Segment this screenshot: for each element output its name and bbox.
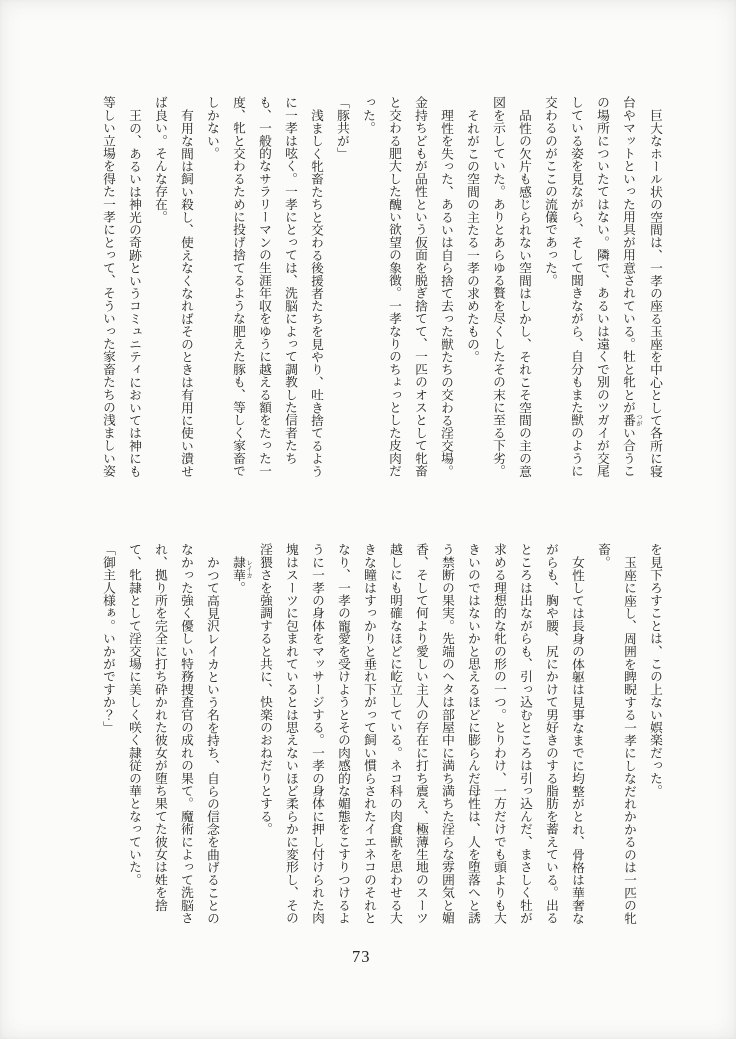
text-column: て、牝隷として淫交場に美しく咲く隷従の華となっていた。 <box>127 543 141 886</box>
text-column: している姿を見ながら、そして聞きながら、自分もまた獣のように <box>569 96 583 477</box>
text-column: を見下ろすことは、この上ない娯楽だった。 <box>648 543 662 797</box>
text-column: う禁断の果実。先端のヘタは部屋中に満ち満ちた淫らな雰囲気と媚 <box>440 543 454 924</box>
lower-text-block <box>96 543 668 926</box>
text-column: れ、拠り所を完全に打ち砕かれた彼女が堕ち果てた彼女は姓を捨 <box>153 543 167 912</box>
text-column: うに一孝の身体をマッサージする。一孝の身体に押し付けられた肉 <box>310 543 324 924</box>
text-column: 王の、あるいは神光の奇跡というコミュニティにおいては神にも <box>127 108 141 477</box>
text-column: がらも、胸や腰、尻にかけて男好きのする脂肪を蓄えている。出る <box>544 543 558 924</box>
text-column: 金持ちどもが品性という仮面を脱ぎ捨てて、一匹のオスとして牝畜 <box>413 96 427 477</box>
text-column: 理性を失った、あるいは自ら捨て去った獣たちの交わる淫交場。 <box>439 108 453 477</box>
text-column: 求める理想的な牝の形の一つ。とりわけ、一方だけでも頭よりも大 <box>492 543 506 924</box>
text-column: 台やマットといった用具が用意されている。牡と牝とが番 つがい合うこ <box>621 96 642 478</box>
text-column: 越しにも明確なほどに屹立している。ネコ科の肉食獣を思わせる大 <box>388 543 402 924</box>
text-column: きいのではないかと思えるほどに膨らんだ母性は、人を堕落へと誘 <box>466 543 480 924</box>
furigana-ruby: 隷華 レイカ <box>231 555 252 582</box>
text-column: 「御主人様ぁ。いかがですか？」 <box>101 543 115 734</box>
text-column: なり、一孝の寵愛を受けようとその肉感的な媚態をこすりつけるよ <box>336 543 350 924</box>
text-column: 交わるのがここの流儀であった。 <box>543 96 557 287</box>
text-column: 浅ましく牝畜たちと交わる後援者たちを見やり、吐き捨てるよう <box>309 108 323 477</box>
text-column: 畜。 <box>596 543 610 569</box>
text-column: きな瞳はすっかりと垂れ下がって飼い慣らされたイエネコのそれと <box>362 543 376 924</box>
text-column: なかった強く優しい特務捜査官の成れの果て。魔術によって洗脳さ <box>179 543 193 924</box>
text-column: ば良い。そんな存在。 <box>153 96 167 223</box>
text-column: 塊はスーツに包まれているとは思えないほど柔らかに変形し、その <box>284 543 298 924</box>
text-column: 香、そして何より愛しい主人の存在に打ち震え、極薄生地のスーツ <box>414 543 428 924</box>
furigana-ruby: 番 つが <box>621 413 642 427</box>
text-column: 図を示していた。ありとあらゆる贅を尽くしたその末に至る下劣。 <box>491 96 505 477</box>
page-number: 73 <box>352 947 371 966</box>
text-column: 隷華 レイカ。 <box>231 555 252 594</box>
text-column: しかない。 <box>205 96 219 160</box>
text-column: 「豚共が」 <box>335 96 349 160</box>
text-column: ところは出ながらも、引っ込むところは引っ込んだ、まさしく牡が <box>518 543 532 924</box>
text-column: 品性の欠片も感じられない空間はしかし、それこそ空間の主の意 <box>517 108 531 477</box>
text-column: 等しい立場を得た一孝にとって、そういった家畜たちの浅ましい姿 <box>101 96 115 477</box>
text-column: った。 <box>361 96 375 135</box>
text-column: の場所についたてはない。隣で、あるいは遠くで別のツガイが交尾 <box>595 96 609 477</box>
text-column: かつて高見沢レイカという名を持ち、自らの信念を曲げることの <box>205 555 219 924</box>
text-column: 巨大なホール状の空間は、一孝の座る玉座を中心として各所に寝 <box>648 108 662 477</box>
text-column: 有用な間は飼い殺し、使えなくなればそのときは有用に使い潰せ <box>179 108 193 477</box>
text-column: も、一般的なサラリーマンの生涯年収をゆうに越える額をたった一 <box>257 96 271 477</box>
text-column: 女性しては長身の体躯は見事なまでに均整がとれ、骨格は華奢な <box>570 555 584 924</box>
text-column: 度、牝と交わるために投げ捨てるような肥えた豚も、等しく家畜で <box>231 96 245 477</box>
text-column: それがこの空間の主たる一孝の求めたもの。 <box>465 108 479 363</box>
text-column: 淫猥さを強調すると共に、快楽のおねだりとする。 <box>258 543 272 836</box>
text-column: と交わる肥大した醜い欲望の象徴。一孝なりのちょっとした皮肉だ <box>387 96 401 477</box>
upper-text-block <box>96 96 668 479</box>
text-column: 玉座に座し、周囲を睥睨する一孝にしなだれかかるのは一匹の牝 <box>622 555 636 924</box>
text-column: に一孝は呟く。一孝にとっては、洗脳によって調教した信者たち <box>283 96 297 465</box>
